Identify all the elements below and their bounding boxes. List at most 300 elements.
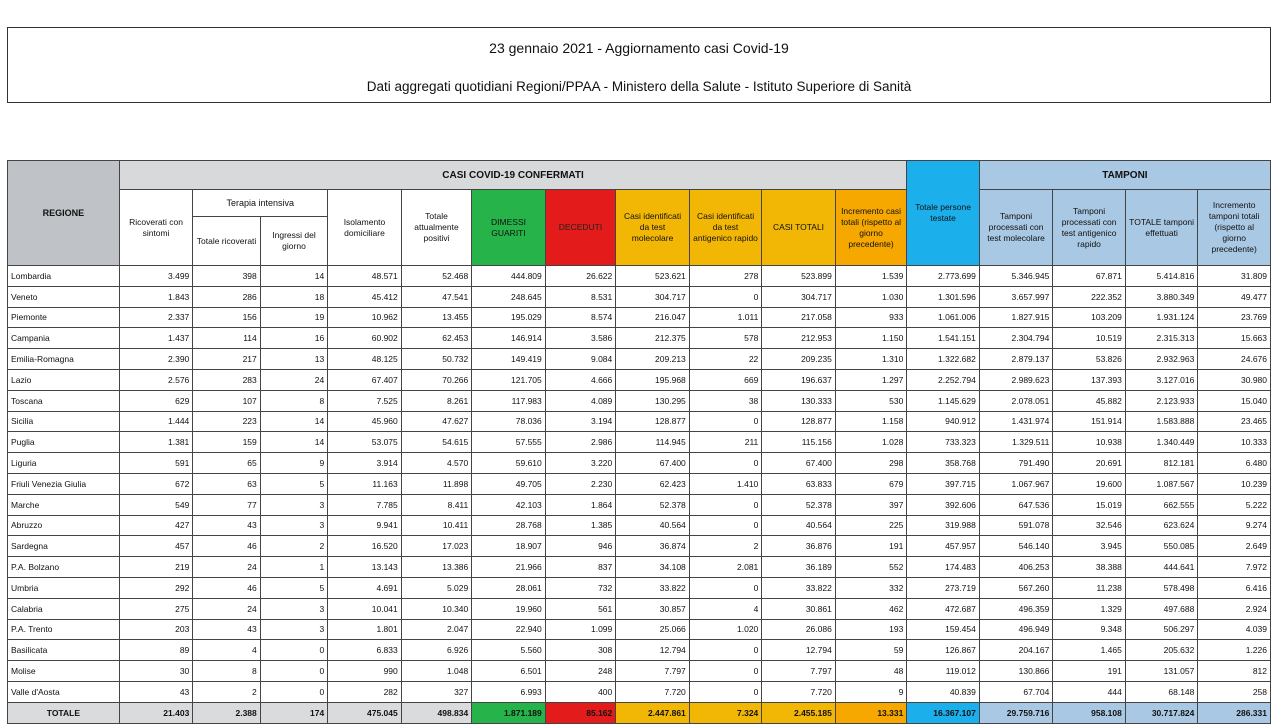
table-cell: 0: [689, 453, 762, 474]
table-row: [8, 349, 1271, 370]
table-cell: 52.378: [616, 494, 690, 515]
table-cell: 21.966: [472, 557, 546, 578]
table-cell: 33.822: [762, 577, 836, 598]
table-cell: 2.315.313: [1125, 328, 1198, 349]
table-cell: 40.564: [616, 515, 690, 536]
table-cell: 1.385: [545, 515, 616, 536]
table-cell: 62.453: [401, 328, 472, 349]
table-cell: 130.333: [762, 390, 836, 411]
table-cell: 174.483: [907, 557, 980, 578]
table-cell: 10.340: [401, 598, 472, 619]
region-name: Puglia: [8, 432, 120, 453]
table-cell: 40.564: [762, 515, 836, 536]
table-cell: 0: [689, 640, 762, 661]
table-cell: 52.378: [762, 494, 836, 515]
table-cell: 67.400: [762, 453, 836, 474]
table-cell: 7.972: [1198, 557, 1271, 578]
table-cell: 8: [193, 661, 260, 682]
table-cell: 53.826: [1053, 349, 1126, 370]
table-cell: 26.086: [762, 619, 836, 640]
table-cell: 209.213: [616, 349, 690, 370]
col-casi-test-molecolare: Casi identificati da test molecolare: [616, 190, 690, 266]
table-cell: 0: [689, 577, 762, 598]
table-cell: 567.260: [979, 577, 1053, 598]
table-cell: 13: [260, 349, 327, 370]
table-cell: 2.078.051: [979, 390, 1053, 411]
table-cell: 31.809: [1198, 266, 1271, 287]
table-cell: 46: [193, 536, 260, 557]
table-cell: 103.209: [1053, 307, 1126, 328]
table-cell: 1.067.967: [979, 473, 1053, 494]
table-row: [8, 681, 1271, 702]
table-cell: 0: [689, 681, 762, 702]
table-cell: 2.230: [545, 473, 616, 494]
group-terapia-intensiva: Terapia intensiva: [193, 190, 328, 217]
table-cell: 6.833: [328, 640, 402, 661]
table-cell: 1.030: [835, 286, 907, 307]
table-cell: 1.301.596: [907, 286, 980, 307]
table-cell: 5.414.816: [1125, 266, 1198, 287]
table-cell: 128.877: [762, 411, 836, 432]
table-cell: 68.148: [1125, 681, 1198, 702]
table-cell: 36.189: [762, 557, 836, 578]
table-cell: 24: [193, 598, 260, 619]
table-cell: 67.400: [616, 453, 690, 474]
table-cell: 121.705: [472, 369, 546, 390]
table-cell: 5.346.945: [979, 266, 1053, 287]
table-cell: 65: [193, 453, 260, 474]
table-cell: 14: [260, 266, 327, 287]
table-row: [8, 577, 1271, 598]
table-cell: 2.924: [1198, 598, 1271, 619]
table-cell: 8.574: [545, 307, 616, 328]
table-cell: 940.912: [907, 411, 980, 432]
table-cell: 45.960: [328, 411, 402, 432]
table-cell: 2.879.137: [979, 349, 1053, 370]
table-cell: 283: [193, 369, 260, 390]
table-cell: 298: [835, 453, 907, 474]
table-row: [8, 432, 1271, 453]
table-cell: 115.156: [762, 432, 836, 453]
table-cell: 191: [835, 536, 907, 557]
table-cell: 1.087.567: [1125, 473, 1198, 494]
table-cell: 195.968: [616, 369, 690, 390]
table-cell: 67.704: [979, 681, 1053, 702]
table-cell: 327: [401, 681, 472, 702]
table-cell: 304.717: [616, 286, 690, 307]
table-cell: 49.705: [472, 473, 546, 494]
table-cell: 1.322.682: [907, 349, 980, 370]
group-casi-confermati: CASI COVID-19 CONFERMATI: [119, 161, 907, 190]
table-cell: 9.084: [545, 349, 616, 370]
col-casi-totali: CASI TOTALI: [762, 190, 836, 266]
table-cell: 28.768: [472, 515, 546, 536]
table-cell: 1.048: [401, 661, 472, 682]
col-casi-test-antigenico: Casi identificati da test antigenico rapido: [689, 190, 762, 266]
table-cell: 282: [328, 681, 402, 702]
region-name: Lazio: [8, 369, 120, 390]
table-cell: 530: [835, 390, 907, 411]
region-header: REGIONE: [8, 161, 120, 266]
table-cell: 59.610: [472, 453, 546, 474]
table-cell: 3.127.016: [1125, 369, 1198, 390]
table-row: [8, 266, 1271, 287]
table-cell: 67.407: [328, 369, 402, 390]
col-incremento-casi: Incremento casi totali (rispetto al giorno precedente): [835, 190, 907, 266]
table-cell: 14: [260, 432, 327, 453]
table-cell: 7.797: [762, 661, 836, 682]
total-cell: 2.447.861: [616, 702, 690, 723]
total-cell: 7.324: [689, 702, 762, 723]
table-cell: 457.957: [907, 536, 980, 557]
table-cell: 89: [119, 640, 193, 661]
table-cell: 552: [835, 557, 907, 578]
table-cell: 1.329: [1053, 598, 1126, 619]
table-cell: 546.140: [979, 536, 1053, 557]
table-row: [8, 328, 1271, 349]
table-cell: 278: [689, 266, 762, 287]
table-row: [8, 453, 1271, 474]
table-cell: 1.381: [119, 432, 193, 453]
col-deceduti: DECEDUTI: [545, 190, 616, 266]
col-ingressi-del-giorno: Ingressi del giorno: [260, 217, 327, 266]
region-name: P.A. Trento: [8, 619, 120, 640]
table-cell: 629: [119, 390, 193, 411]
total-cell: 2.388: [193, 702, 260, 723]
table-cell: 1.020: [689, 619, 762, 640]
table-cell: 4.691: [328, 577, 402, 598]
table-cell: 119.012: [907, 661, 980, 682]
table-cell: 24: [193, 557, 260, 578]
table-cell: 78.036: [472, 411, 546, 432]
total-cell: 30.717.824: [1125, 702, 1198, 723]
col-totale-persone-testate: Totale persone testate: [907, 161, 980, 266]
table-cell: 223: [193, 411, 260, 432]
total-cell: 2.455.185: [762, 702, 836, 723]
table-cell: 506.297: [1125, 619, 1198, 640]
region-name: Umbria: [8, 577, 120, 598]
table-cell: 17.023: [401, 536, 472, 557]
table-cell: 3.914: [328, 453, 402, 474]
table-cell: 2.081: [689, 557, 762, 578]
table-cell: 217.058: [762, 307, 836, 328]
table-cell: 205.632: [1125, 640, 1198, 661]
table-cell: 7.720: [616, 681, 690, 702]
table-cell: 578: [689, 328, 762, 349]
table-cell: 623.624: [1125, 515, 1198, 536]
table-cell: 217: [193, 349, 260, 370]
total-cell: 475.045: [328, 702, 402, 723]
table-cell: 2: [193, 681, 260, 702]
table-cell: 4.570: [401, 453, 472, 474]
table-cell: 204.167: [979, 640, 1053, 661]
table-cell: 4.039: [1198, 619, 1271, 640]
table-cell: 662.555: [1125, 494, 1198, 515]
table-cell: 117.983: [472, 390, 546, 411]
region-name: Emilia-Romagna: [8, 349, 120, 370]
table-cell: 6.501: [472, 661, 546, 682]
table-cell: 52.468: [401, 266, 472, 287]
table-cell: 812: [1198, 661, 1271, 682]
table-cell: 4.666: [545, 369, 616, 390]
table-cell: 1.297: [835, 369, 907, 390]
table-cell: 2.304.794: [979, 328, 1053, 349]
table-cell: 1.444: [119, 411, 193, 432]
table-cell: 10.411: [401, 515, 472, 536]
table-cell: 3: [260, 619, 327, 640]
table-cell: 54.615: [401, 432, 472, 453]
table-cell: 990: [328, 661, 402, 682]
table-cell: 397.715: [907, 473, 980, 494]
total-row: [8, 702, 1271, 723]
table-cell: 36.876: [762, 536, 836, 557]
table-row: [8, 369, 1271, 390]
table-cell: 23.465: [1198, 411, 1271, 432]
region-name: Veneto: [8, 286, 120, 307]
table-cell: 53.075: [328, 432, 402, 453]
table-cell: 6.416: [1198, 577, 1271, 598]
region-name: Molise: [8, 661, 120, 682]
table-cell: 33.822: [616, 577, 690, 598]
table-cell: 3.880.349: [1125, 286, 1198, 307]
table-cell: 1.310: [835, 349, 907, 370]
table-cell: 8.261: [401, 390, 472, 411]
table-cell: 12.794: [762, 640, 836, 661]
region-name: Piemonte: [8, 307, 120, 328]
table-cell: 151.914: [1053, 411, 1126, 432]
table-cell: 732: [545, 577, 616, 598]
table-cell: 669: [689, 369, 762, 390]
table-cell: 212.953: [762, 328, 836, 349]
table-cell: 216.047: [616, 307, 690, 328]
table-cell: 70.266: [401, 369, 472, 390]
table-cell: 933: [835, 307, 907, 328]
table-cell: 15.019: [1053, 494, 1126, 515]
table-cell: 462: [835, 598, 907, 619]
table-cell: 444.641: [1125, 557, 1198, 578]
total-cell: 16.367.107: [907, 702, 980, 723]
table-cell: 48.125: [328, 349, 402, 370]
report-subtitle: Dati aggregati quotidiani Regioni/PPAA - Ministero della Salute - Istituto Superiore di Sanità: [366, 79, 912, 94]
table-cell: 43: [193, 619, 260, 640]
table-cell: 9.348: [1053, 619, 1126, 640]
table-cell: 30.980: [1198, 369, 1271, 390]
table-cell: 19.960: [472, 598, 546, 619]
table-cell: 1.011: [689, 307, 762, 328]
table-cell: 1.864: [545, 494, 616, 515]
table-cell: 2.337: [119, 307, 193, 328]
table-cell: 137.393: [1053, 369, 1126, 390]
table-cell: 2.986: [545, 432, 616, 453]
table-cell: 549: [119, 494, 193, 515]
table-cell: 578.498: [1125, 577, 1198, 598]
table-cell: 1.226: [1198, 640, 1271, 661]
col-totale-attualmente-positivi: Totale attualmente positivi: [401, 190, 472, 266]
table-cell: 3: [260, 598, 327, 619]
table-cell: 496.949: [979, 619, 1053, 640]
table-cell: 733.323: [907, 432, 980, 453]
region-name: Campania: [8, 328, 120, 349]
table-cell: 286: [193, 286, 260, 307]
table-cell: 30.857: [616, 598, 690, 619]
table-cell: 6.480: [1198, 453, 1271, 474]
region-name: Toscana: [8, 390, 120, 411]
table-cell: 149.419: [472, 349, 546, 370]
table-cell: 457: [119, 536, 193, 557]
table-cell: 38: [689, 390, 762, 411]
region-name: Friuli Venezia Giulia: [8, 473, 120, 494]
table-cell: 444: [1053, 681, 1126, 702]
table-cell: 20.691: [1053, 453, 1126, 474]
table-cell: 1.099: [545, 619, 616, 640]
table-cell: 9: [835, 681, 907, 702]
total-cell: 21.403: [119, 702, 193, 723]
table-cell: 126.867: [907, 640, 980, 661]
table-cell: 48: [835, 661, 907, 682]
table-cell: 1.158: [835, 411, 907, 432]
table-cell: 45.412: [328, 286, 402, 307]
table-row: [8, 557, 1271, 578]
table-cell: 13.455: [401, 307, 472, 328]
table-cell: 3.657.997: [979, 286, 1053, 307]
table-cell: 14: [260, 411, 327, 432]
total-cell: 29.759.716: [979, 702, 1053, 723]
table-cell: 400: [545, 681, 616, 702]
table-cell: 3.194: [545, 411, 616, 432]
table-row: [8, 473, 1271, 494]
table-cell: 9: [260, 453, 327, 474]
table-cell: 63: [193, 473, 260, 494]
table-cell: 561: [545, 598, 616, 619]
table-cell: 3.220: [545, 453, 616, 474]
region-name: Sicilia: [8, 411, 120, 432]
table-cell: 25.066: [616, 619, 690, 640]
table-row: [8, 640, 1271, 661]
table-cell: 397: [835, 494, 907, 515]
table-cell: 9.274: [1198, 515, 1271, 536]
col-dimessi-guariti: DIMESSI GUARITI: [472, 190, 546, 266]
table-cell: 3: [260, 494, 327, 515]
table-cell: 24.676: [1198, 349, 1271, 370]
table-cell: 63.833: [762, 473, 836, 494]
table-cell: 30.861: [762, 598, 836, 619]
region-name: Liguria: [8, 453, 120, 474]
region-name: Calabria: [8, 598, 120, 619]
table-cell: 8.411: [401, 494, 472, 515]
total-cell: 286.331: [1198, 702, 1271, 723]
table-cell: 1.539: [835, 266, 907, 287]
table-cell: 392.606: [907, 494, 980, 515]
total-cell: 85.162: [545, 702, 616, 723]
table-cell: 193: [835, 619, 907, 640]
table-cell: 0: [689, 494, 762, 515]
table-cell: 2: [260, 536, 327, 557]
table-cell: 19.600: [1053, 473, 1126, 494]
table-cell: 5: [260, 473, 327, 494]
table-row: [8, 390, 1271, 411]
table-cell: 10.938: [1053, 432, 1126, 453]
table-cell: 3.586: [545, 328, 616, 349]
table-cell: 15.663: [1198, 328, 1271, 349]
table-cell: 10.519: [1053, 328, 1126, 349]
table-cell: 16.520: [328, 536, 402, 557]
table-cell: 11.238: [1053, 577, 1126, 598]
table-cell: 497.688: [1125, 598, 1198, 619]
total-label: TOTALE: [8, 702, 120, 723]
table-cell: 0: [260, 640, 327, 661]
table-cell: 5: [260, 577, 327, 598]
total-cell: 174: [260, 702, 327, 723]
col-incremento-tamponi: Incremento tamponi totali (rispetto al giorno precedente): [1198, 190, 1271, 266]
table-cell: 18.907: [472, 536, 546, 557]
region-name: Abruzzo: [8, 515, 120, 536]
table-cell: 59: [835, 640, 907, 661]
table-cell: 225: [835, 515, 907, 536]
table-cell: 332: [835, 577, 907, 598]
table-cell: 2.123.933: [1125, 390, 1198, 411]
table-cell: 292: [119, 577, 193, 598]
table-cell: 0: [260, 661, 327, 682]
table-row: [8, 286, 1271, 307]
table-cell: 43: [193, 515, 260, 536]
table-cell: 1.931.124: [1125, 307, 1198, 328]
table-row: [8, 536, 1271, 557]
table-cell: 1: [260, 557, 327, 578]
table-cell: 57.555: [472, 432, 546, 453]
table-cell: 3: [260, 515, 327, 536]
table-cell: 10.041: [328, 598, 402, 619]
table-cell: 114.945: [616, 432, 690, 453]
table-cell: 8: [260, 390, 327, 411]
table-cell: 10.333: [1198, 432, 1271, 453]
region-name: Lombardia: [8, 266, 120, 287]
table-cell: 13.386: [401, 557, 472, 578]
table-cell: 791.490: [979, 453, 1053, 474]
table-cell: 248: [545, 661, 616, 682]
table-cell: 7.797: [616, 661, 690, 682]
table-cell: 2.576: [119, 369, 193, 390]
table-cell: 7.785: [328, 494, 402, 515]
table-cell: 40.839: [907, 681, 980, 702]
table-cell: 258: [1198, 681, 1271, 702]
table-cell: 114: [193, 328, 260, 349]
group-tamponi: TAMPONI: [979, 161, 1270, 190]
table-cell: 48.571: [328, 266, 402, 287]
table-cell: 7.525: [328, 390, 402, 411]
table-cell: 406.253: [979, 557, 1053, 578]
table-cell: 444.809: [472, 266, 546, 287]
table-cell: 2.047: [401, 619, 472, 640]
table-cell: 319.988: [907, 515, 980, 536]
table-cell: 34.108: [616, 557, 690, 578]
table-cell: 7.720: [762, 681, 836, 702]
table-cell: 1.340.449: [1125, 432, 1198, 453]
table-cell: 275: [119, 598, 193, 619]
table-cell: 4: [689, 598, 762, 619]
table-cell: 159: [193, 432, 260, 453]
table-cell: 12.794: [616, 640, 690, 661]
table-cell: 146.914: [472, 328, 546, 349]
table-cell: 523.621: [616, 266, 690, 287]
table-cell: 0: [689, 515, 762, 536]
table-cell: 212.375: [616, 328, 690, 349]
table-cell: 0: [260, 681, 327, 702]
table-cell: 195.029: [472, 307, 546, 328]
table-cell: 18: [260, 286, 327, 307]
table-cell: 24: [260, 369, 327, 390]
table-cell: 358.768: [907, 453, 980, 474]
covid-data-table: [7, 160, 1271, 724]
